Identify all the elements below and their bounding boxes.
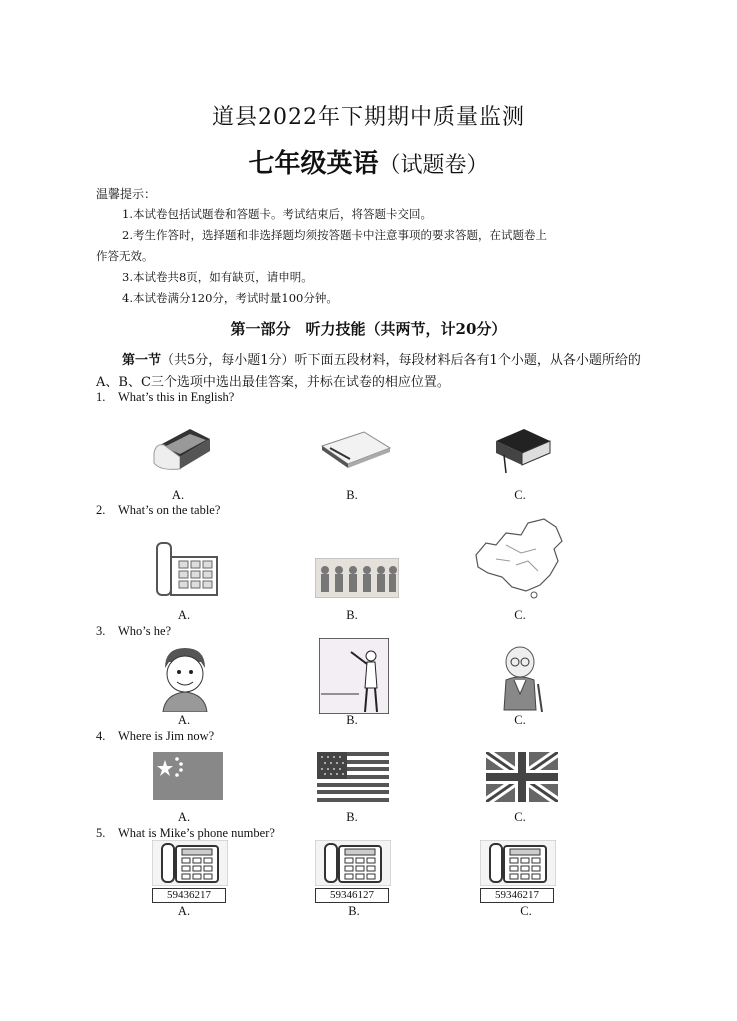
option-b[interactable]: B.: [346, 713, 358, 727]
question-5: [96, 826, 275, 841]
question-number: 2.: [96, 503, 106, 517]
section-intro: [96, 350, 644, 394]
question-4: [96, 729, 214, 744]
option-b[interactable]: B.: [346, 608, 358, 622]
tip-item-2-cont: 作答无效。: [96, 249, 154, 263]
uk-flag-icon[interactable]: [486, 752, 558, 802]
section-label: 第一节: [122, 353, 162, 368]
question-text: What’s on the table?: [118, 503, 221, 517]
eraser-icon[interactable]: [150, 425, 212, 473]
question-number: 3.: [96, 624, 106, 638]
question-text: Who’s he?: [118, 624, 172, 638]
usa-flag-icon[interactable]: [317, 752, 389, 802]
boy-icon[interactable]: [157, 644, 213, 712]
question-number: 5.: [96, 826, 106, 840]
notebook-icon[interactable]: [320, 428, 392, 470]
question-3: [96, 624, 171, 639]
map-icon[interactable]: [466, 515, 570, 599]
subtitle-paren: （试题卷）: [378, 153, 489, 178]
teacher-icon[interactable]: [319, 638, 389, 714]
question-text: What’s this in English?: [118, 390, 235, 404]
phone-number: 59346127: [315, 888, 389, 903]
part-heading: 第一部分 听力技能（共两节，计20分）: [230, 320, 507, 338]
phone-option-a[interactable]: [152, 840, 228, 902]
subtitle-main: 七年级英语: [248, 149, 379, 179]
question-number: 1.: [96, 390, 106, 404]
phone-icon: [152, 840, 228, 886]
phone-option-b[interactable]: [315, 840, 391, 902]
telephone-icon[interactable]: [155, 537, 221, 599]
phone-option-c[interactable]: [480, 840, 556, 902]
tip-item-3: 3.本试卷共8页，如有缺页，请申明。: [122, 270, 313, 284]
section-text: （共5分，每小题1分）听下面五段材料，每段材料后各有1个小题，从各小题所给的A、B、C三个选项中选出最佳答案，并标在试卷的相应位置。: [96, 353, 641, 390]
phone-icon: [480, 840, 556, 886]
grandpa-icon[interactable]: [496, 644, 548, 714]
photo-icon[interactable]: [315, 558, 399, 598]
option-a[interactable]: A.: [177, 608, 191, 622]
phone-icon: [315, 840, 391, 886]
option-a[interactable]: A.: [177, 810, 191, 824]
option-c[interactable]: C.: [514, 810, 526, 824]
book-icon[interactable]: [494, 425, 552, 475]
tip-item-1: 1.本试卷包括试题卷和答题卡。考试结束后，将答题卡交回。: [122, 207, 432, 221]
question-number: 4.: [96, 729, 106, 743]
option-a[interactable]: A.: [177, 713, 191, 727]
phone-number: 59346217: [480, 888, 554, 903]
option-a[interactable]: A.: [177, 904, 191, 918]
option-c[interactable]: C.: [514, 488, 526, 502]
question-text: What is Mike’s phone number?: [118, 826, 275, 840]
exam-title: 道县2022年下期期中质量监测: [212, 105, 525, 130]
option-c[interactable]: C.: [514, 713, 526, 727]
tip-item-2: 2.考生作答时，选择题和非选择题均须按答题卡中注意事项的要求答题，在试题卷上: [122, 228, 547, 242]
option-b[interactable]: B.: [348, 904, 360, 918]
tips-heading: 温馨提示：: [96, 187, 157, 201]
question-text: Where is Jim now?: [118, 729, 215, 743]
option-b[interactable]: B.: [346, 488, 358, 502]
option-b[interactable]: B.: [346, 810, 358, 824]
question-2: [96, 503, 220, 518]
exam-subtitle: [0, 143, 737, 180]
option-a[interactable]: A.: [171, 488, 185, 502]
option-c[interactable]: C.: [514, 608, 526, 622]
tip-item-4: 4.本试卷满分120分，考试时量100分钟。: [122, 291, 338, 305]
option-c[interactable]: C.: [520, 904, 532, 918]
question-1: [96, 390, 234, 405]
phone-number: 59436217: [152, 888, 226, 903]
china-flag-icon[interactable]: [153, 752, 223, 800]
